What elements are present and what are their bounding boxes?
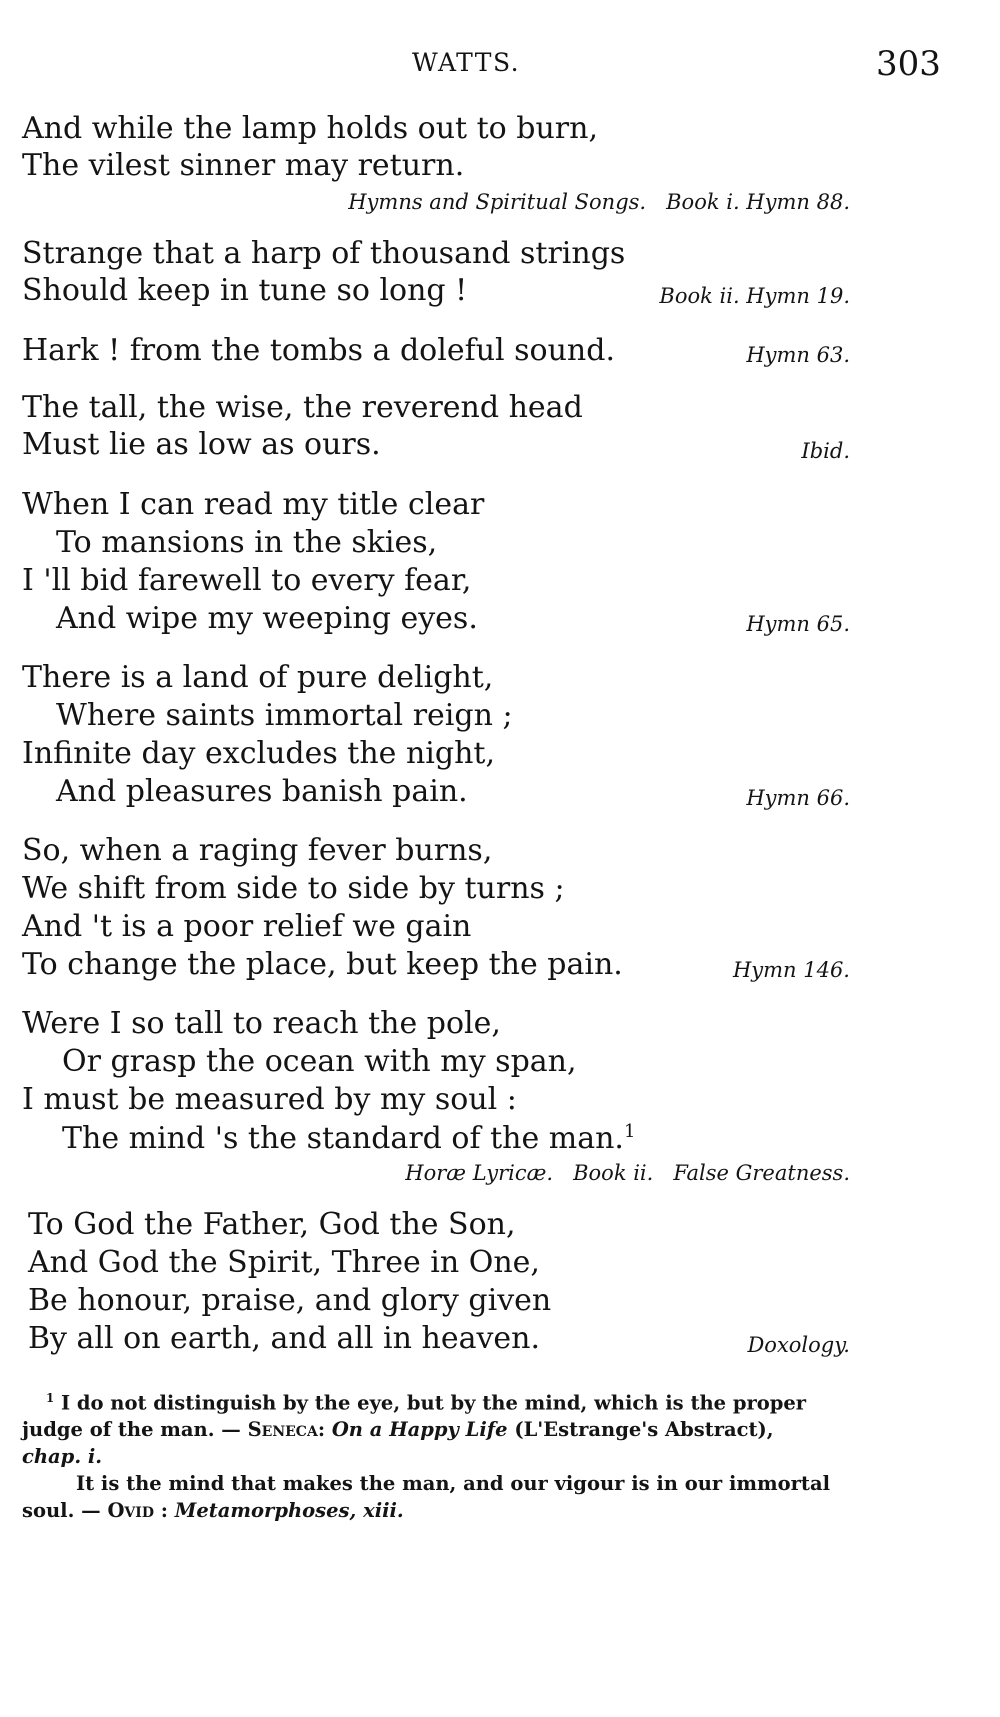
verse-line: So, when a raging fever burns, [22, 833, 493, 868]
footnote-work: Metamorphoses, xiii. [174, 1499, 404, 1522]
verse-line: Be honour, praise, and glory given [28, 1283, 552, 1318]
verse-line: Infinite day excludes the night, [22, 736, 495, 771]
verse-line: Or grasp the ocean with my span, [62, 1044, 577, 1079]
verse-line: To God the Father, God the Son, [28, 1207, 516, 1242]
verse-line: The tall, the wise, the reverend head [22, 390, 583, 425]
footnote-text: chap. i. [22, 1445, 103, 1468]
verse-line: I must be measured by my soul : [22, 1082, 517, 1117]
verse-line: Strange that a harp of thousand strings [22, 236, 626, 271]
footnote-line [46, 1393, 806, 1413]
footnote-work: On a Happy Life [331, 1418, 508, 1441]
footnote-marker: 1 [623, 1121, 636, 1142]
citation: Hymns and Spiritual Songs. Book i. Hymn 88. [348, 190, 850, 214]
verse-line: And wipe my weeping eyes. [56, 601, 478, 636]
page-number: 303 [876, 44, 941, 84]
footnote-text: : [317, 1418, 332, 1441]
footnote-text: I do not distinguish by the eye, but by the mind, which is the proper [60, 1391, 807, 1415]
verse-line: When I can read my title clear [22, 487, 485, 522]
citation: Book ii. Hymn 19. [659, 284, 850, 308]
footnote-text: : [153, 1499, 175, 1522]
citation: Ibid. [801, 439, 850, 463]
verse-line: I 'll bid farewell to every fear, [22, 563, 472, 598]
running-title: WATTS. [412, 48, 521, 77]
footnote-text: judge of the man. — [22, 1418, 248, 1441]
footnote-line [22, 1447, 102, 1467]
verse-line: Hark ! from the tombs a doleful sound. [22, 333, 615, 368]
verse-line: To mansions in the skies, [56, 525, 438, 560]
footnote-line [22, 1420, 774, 1440]
verse-line: To change the place, but keep the pain. [22, 947, 623, 982]
footnote-line: It is the mind that makes the man, and our vigour is in our immortal [76, 1472, 830, 1495]
verse-line: There is a land of pure delight, [22, 660, 494, 695]
verse-line [62, 1123, 635, 1154]
citation: Hymn 63. [746, 343, 850, 367]
citation: Hymn 65. [746, 612, 850, 636]
verse-text: The mind 's the standard of the man. [62, 1121, 624, 1156]
verse-line: The vilest sinner may return. [22, 148, 465, 183]
verse-line: Should keep in tune so long ! [22, 273, 468, 308]
footnote-author: Seneca [247, 1418, 318, 1441]
verse-line: Were I so tall to reach the pole, [22, 1006, 501, 1041]
verse-line: And God the Spirit, Three in One, [28, 1245, 540, 1280]
verse-line: Where saints immortal reign ; [56, 698, 513, 733]
footnote-author: Ovid [107, 1499, 154, 1522]
citation: Hymn 66. [746, 786, 850, 810]
footnote-text: (L'Estrange's Abstract), [507, 1418, 774, 1441]
citation: Horæ Lyricæ. Book ii. False Greatness. [405, 1161, 850, 1185]
citation: Doxology. [747, 1333, 850, 1357]
footnote-number: 1 [46, 1391, 55, 1405]
verse-line: And 't is a poor relief we gain [22, 909, 472, 944]
footnote-text: soul. — [22, 1499, 108, 1522]
footnote-line [22, 1501, 404, 1521]
citation: Hymn 146. [732, 958, 850, 982]
verse-line: Must lie as low as ours. [22, 427, 381, 462]
verse-line: We shift from side to side by turns ; [22, 871, 565, 906]
verse-line: And while the lamp holds out to burn, [22, 111, 599, 146]
verse-line: And pleasures banish pain. [56, 774, 468, 809]
verse-line: By all on earth, and all in heaven. [28, 1321, 541, 1356]
